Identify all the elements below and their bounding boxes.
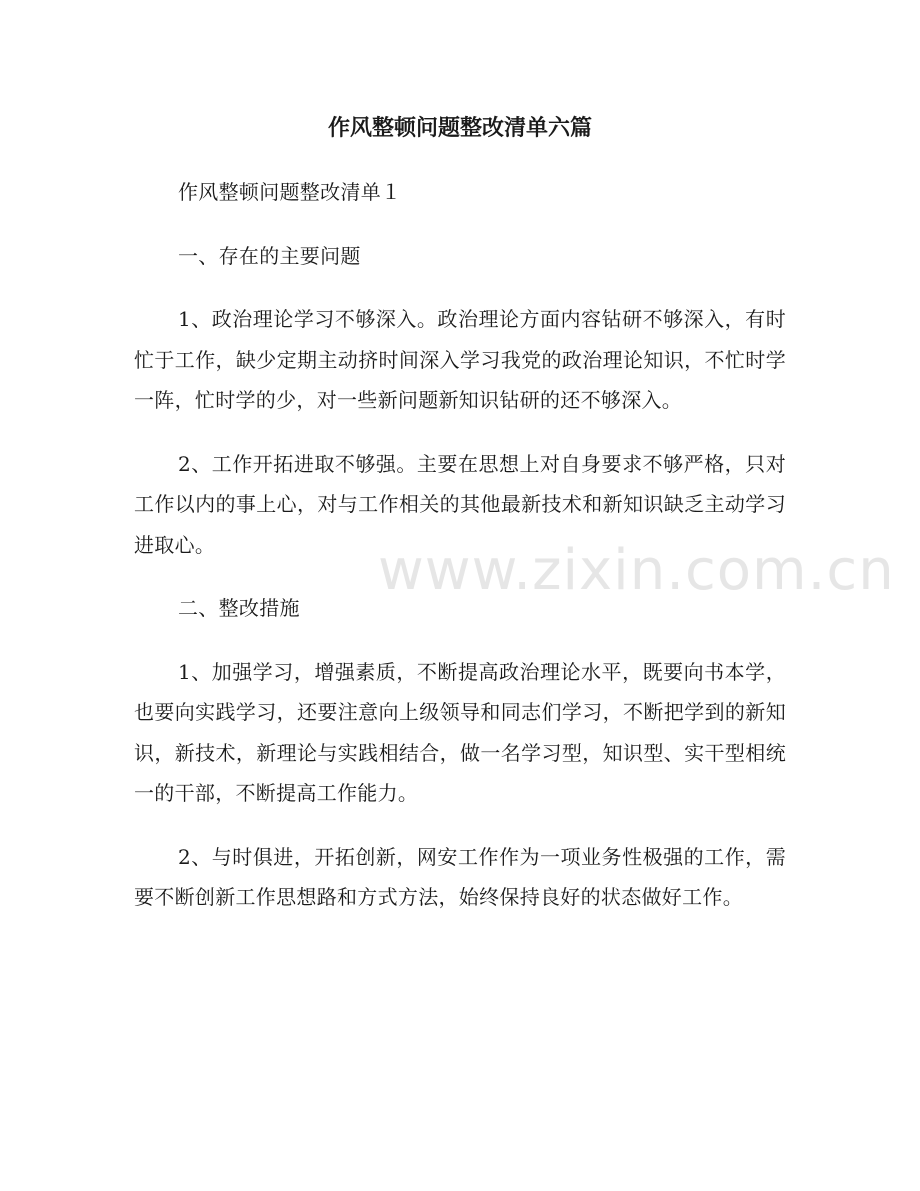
body-paragraph: 2、工作开拓进取不够强。主要在思想上对自身要求不够严格，只对工作以内的事上心，对与工作相关的其他最新技术和新知识缺乏主动学习进取心。 bbox=[134, 451, 786, 557]
subtitle-paragraph: 作风整顿问题整改清单１ bbox=[178, 180, 402, 204]
body-paragraph: 1、加强学习，增强素质，不断提高政治理论水平，既要向书本学，也要向实践学习，还要注意向上级领导和同志们学习，不断把学到的新知识，新技术，新理论与实践相结合，做一名学习型，知识型、实干型相统一的干部，不断提高工作能力。 bbox=[134, 659, 786, 805]
body-paragraph: 2、与时俱进，开拓创新，网安工作作为一项业务性极强的工作，需要不断创新工作思想路和方式方法，始终保持良好的状态做好工作。 bbox=[134, 844, 786, 909]
document-title: 作风整顿问题整改清单六篇 bbox=[327, 115, 592, 141]
document-body bbox=[134, 172, 786, 941]
body-paragraph: 1、政治理论学习不够深入。政治理论方面内容钻研不够深入，有时忙于工作，缺少定期主动挤时间深入学习我党的政治理论知识，不忙时学一阵，忙时学的少，对一些新问题新知识钻研的还不够深入。 bbox=[134, 307, 786, 412]
section-heading-measures: 二、整改措施 bbox=[178, 596, 300, 620]
watermark: www.zixin.com.cn bbox=[378, 538, 895, 603]
section-heading-problems: 一、存在的主要问题 bbox=[178, 243, 361, 268]
